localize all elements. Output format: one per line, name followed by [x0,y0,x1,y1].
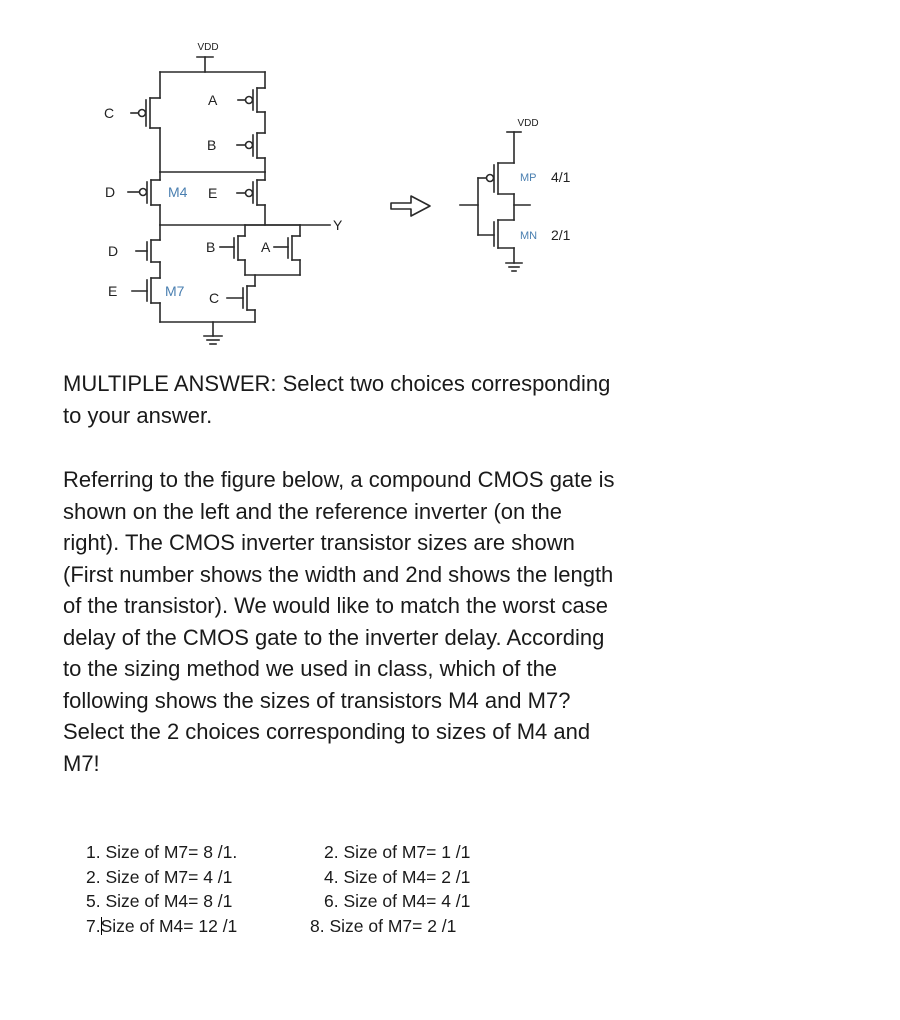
nmos-label-e: E [108,283,118,299]
choice-7-number: 7. [86,915,101,936]
mp-size: 4/1 [551,169,571,185]
pmos-label-a: A [208,92,218,108]
choice-7-text: Size of M4= 12 /1 [100,915,238,936]
circuit-figure [0,0,900,360]
choice-4[interactable]: 4. Size of M4= 2 /1 [324,866,471,887]
choice-6[interactable]: 6. Size of M4= 4 /1 [324,891,471,911]
output-label-y: Y [333,217,343,233]
m4-label: M4 [168,184,188,200]
pmos-label-d: D [105,184,116,200]
mn-size: 2/1 [551,227,571,243]
choice-7[interactable] [86,914,237,939]
mp-label: MP [520,172,537,184]
pmos-label-b: B [207,137,217,153]
question-header: MULTIPLE ANSWER: Select two choices corresponding to your answer. [63,371,611,428]
pmos-label-e: E [208,185,218,201]
choice-1[interactable]: 1. Size of M7= 8 /1. [86,842,238,862]
pmos-label-c: C [104,105,115,121]
inverter-vdd-label: VDD [517,118,539,129]
choice-8[interactable]: 8. Size of M7= 2 /1 [310,915,457,936]
mn-label: MN [520,230,538,242]
nmos-label-d: D [108,243,119,259]
nmos-label-a: A [261,239,271,255]
choice-5[interactable]: 5. Size of M4= 8 /1 [86,891,233,911]
m7-label: M7 [165,283,185,299]
choice-2-left[interactable]: 2. Size of M7= 4 /1 [86,866,233,887]
gate-vdd-label: VDD [197,42,219,53]
choice-2-right[interactable]: 2. Size of M7= 1 /1 [324,842,471,862]
nmos-label-b: B [206,239,216,255]
question-body: Referring to the figure below, a compound CMOS gate is shown on the left and the reference inverter (on the right). The CMOS inverter transistor sizes are shown (First number shows the width and 2nd shows the length of the transistor). We would like to match the worst case delay of the CMOS gate to the inverter delay. According to the sizing method we used in class, which of the following shows the sizes of transistors M4 and M7? Select the 2 choices corresponding to sizes of M4 and M7! [63,467,615,776]
nmos-label-c: C [209,290,220,306]
